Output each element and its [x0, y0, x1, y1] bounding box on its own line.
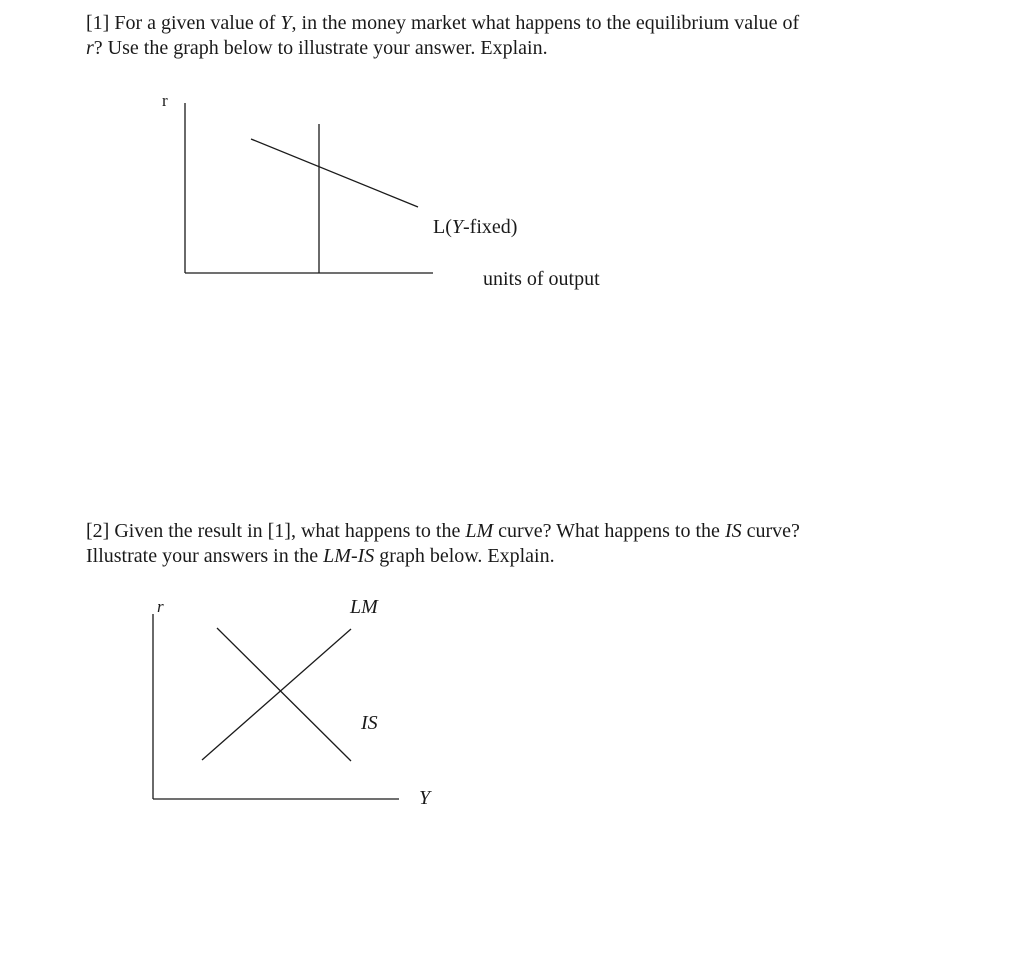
is-curve	[217, 628, 351, 761]
is-curve-label: IS	[361, 712, 378, 734]
lm-is-graph	[153, 596, 432, 809]
lm-curve-label: LM	[350, 596, 378, 618]
graph1-x-axis-label: units of output	[483, 268, 600, 290]
question-text-segment: graph below. Explain.	[374, 545, 555, 567]
question-text-segment: IS	[724, 520, 742, 542]
question-text-segment: curve?	[741, 520, 800, 542]
question-2-text	[86, 519, 986, 569]
question-text-segment: curve? What happens to the	[493, 520, 725, 542]
question-text-segment: r	[86, 37, 94, 59]
question-text-segment: Illustrate your answers in the	[86, 545, 324, 567]
lm-curve	[202, 629, 351, 760]
graph2-x-axis-label: Y	[419, 787, 431, 809]
question-text-segment: [1] For a given value of	[86, 12, 281, 34]
question-text-segment: LM	[465, 520, 494, 542]
money-demand-curve	[251, 139, 418, 207]
question-text-segment: , in the money market what happens to the equilibrium value of	[291, 12, 800, 34]
graph1-y-axis-label: r	[162, 91, 168, 110]
graph2-y-axis-label: r	[157, 597, 164, 616]
question-text-segment: LM-IS	[323, 545, 375, 567]
money-demand-label: L(Y-fixed)	[433, 216, 518, 238]
question-text-segment: ? Use the graph below to illustrate your answer. Explain.	[93, 37, 548, 59]
question-text-segment: [2] Given the result in [1], what happens to the	[86, 520, 466, 542]
money-market-graph	[162, 91, 600, 290]
question-text-segment: Y	[280, 12, 292, 34]
